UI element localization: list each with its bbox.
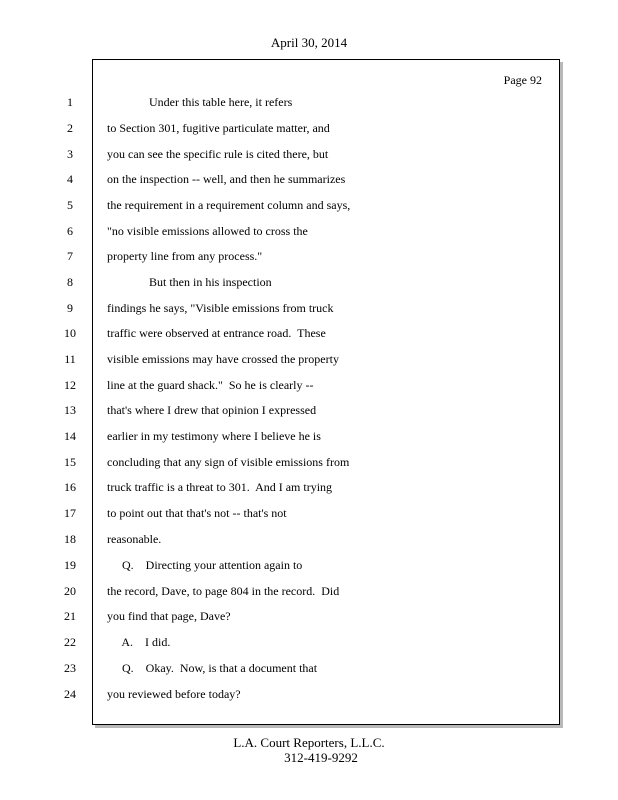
line-number: 20	[64, 584, 76, 598]
line-text: A. I did.	[107, 635, 171, 649]
line-text: But then in his inspection	[107, 275, 272, 289]
line-text: the record, Dave, to page 804 in the record. Did	[107, 584, 340, 598]
line-text: to Section 301, fugitive particulate matter, and	[107, 121, 330, 135]
page-number: Page 92	[503, 73, 542, 87]
line-number: 13	[64, 403, 76, 417]
line-text: the requirement in a requirement column and says,	[107, 198, 351, 212]
line-text: to point out that that's not -- that's not	[107, 506, 287, 520]
line-number: 15	[64, 455, 76, 469]
line-text: truck traffic is a threat to 301. And I am trying	[107, 480, 333, 494]
line-text: on the inspection -- well, and then he summarizes	[107, 172, 346, 186]
line-number: 1	[67, 95, 73, 109]
footer-phone: 312-419-9292	[284, 750, 358, 765]
line-number: 17	[64, 506, 76, 520]
footer-company: L.A. Court Reporters, L.L.C.	[233, 735, 385, 750]
line-number: 9	[67, 301, 73, 315]
line-number: 12	[64, 378, 76, 392]
line-number: 23	[64, 661, 76, 675]
line-text: Q. Directing your attention again to	[107, 558, 303, 572]
line-number: 22	[64, 635, 76, 649]
line-text: reasonable.	[107, 532, 162, 546]
line-number: 24	[64, 687, 76, 701]
line-text: "no visible emissions allowed to cross the	[107, 224, 308, 238]
line-number: 10	[64, 326, 76, 340]
line-number: 8	[67, 275, 73, 289]
line-number: 3	[67, 147, 73, 161]
line-text: property line from any process."	[107, 249, 263, 263]
line-text: you can see the specific rule is cited there, but	[107, 147, 329, 161]
line-number: 2	[67, 121, 73, 135]
line-text: concluding that any sign of visible emissions from	[107, 455, 350, 469]
line-text: traffic were observed at entrance road. These	[107, 326, 326, 340]
header-date: April 30, 2014	[270, 35, 348, 50]
line-number: 14	[64, 429, 76, 443]
line-number: 11	[64, 352, 76, 366]
line-text: you find that page, Dave?	[107, 609, 231, 623]
line-number: 5	[67, 198, 73, 212]
line-text: findings he says, "Visible emissions from truck	[107, 301, 334, 315]
line-text: line at the guard shack." So he is clearly --	[107, 378, 314, 392]
line-text: you reviewed before today?	[107, 687, 241, 701]
line-text: earlier in my testimony where I believe he is	[107, 429, 321, 443]
line-text: that's where I drew that opinion I expressed	[107, 403, 317, 417]
line-number: 4	[67, 172, 73, 186]
line-text: Q. Okay. Now, is that a document that	[107, 661, 318, 675]
line-text: Under this table here, it refers	[107, 95, 293, 109]
line-number: 16	[64, 480, 76, 494]
line-number: 21	[64, 609, 76, 623]
line-text: visible emissions may have crossed the property	[107, 352, 339, 366]
line-number: 18	[64, 532, 76, 546]
line-number: 7	[67, 249, 73, 263]
line-number: 6	[67, 224, 73, 238]
line-number: 19	[64, 558, 76, 572]
